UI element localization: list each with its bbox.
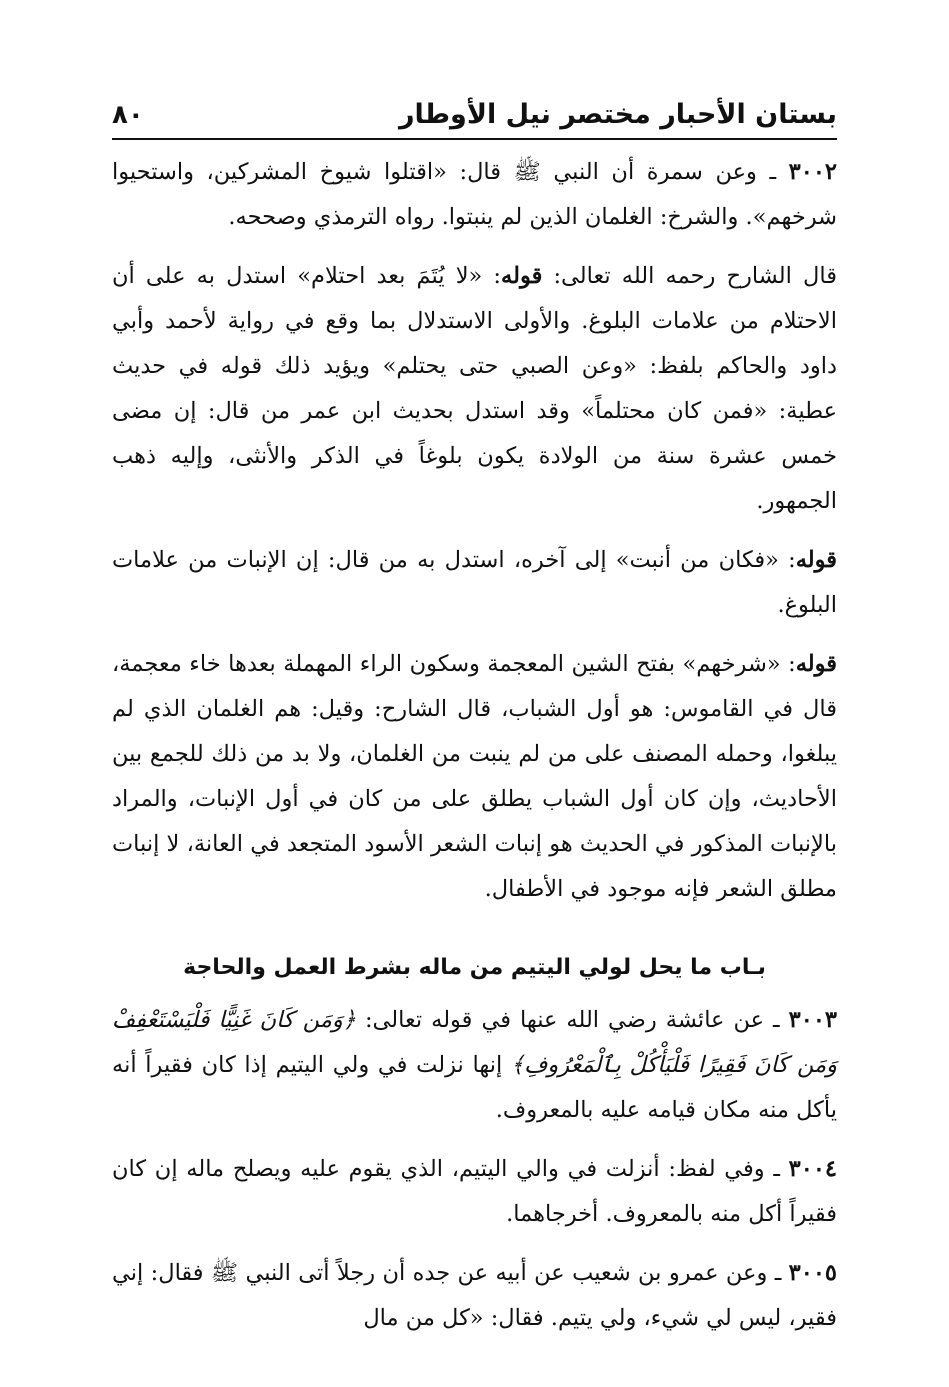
- hadith-3002: [112, 150, 837, 240]
- page-body: [112, 150, 837, 1355]
- commentary-paragraph-1: [112, 254, 837, 524]
- commentary-lead: قوله: [795, 547, 837, 573]
- hadith-text: ـ وعن سمرة أن النبي ﷺ قال: «اقتلوا شيوخ المشركين، واستحيوا شرخهم». والشرخ: الغلمان الذين لم ينبتوا. رواه الترمذي وصححه.: [112, 159, 837, 230]
- hadith-text-continued: إنها نزلت في ولي اليتيم إذا كان فقيراً أنه يأكل منه مكان قيامه عليه بالمعروف.: [112, 1052, 837, 1123]
- hadith-number: ٣٠٠٣: [788, 1007, 837, 1033]
- hadith-text: ـ وفي لفظ: أنزلت في والي اليتيم، الذي يقوم عليه ويصلح ماله إن كان فقيراً أكل منه بالمعروف. أخرجاهما.: [112, 1156, 837, 1227]
- hadith-number: ٣٠٠٤: [788, 1156, 837, 1182]
- commentary-text: : «لا يُتَمَ بعد احتلام» استدل به على أن الاحتلام من علامات البلوغ. والأولى الاستدلال بما وقع في رواية لأحمد وأبي داود والحاكم بلفظ: «وعن الصبي حتى يحتلم» ويؤيد ذلك قوله في حديث عطية: «فمن كان محتلماً» وقد استدل بحديث ابن عمر من قال: إن مضى خمس عشرة سنة من الولادة يكون بلوغاً في الذكر والأنثى، وإليه ذهب الجمهور.: [112, 263, 837, 514]
- commentary-lead: قوله: [795, 651, 837, 677]
- page-number: ٨٠: [112, 100, 144, 130]
- hadith-3005: [112, 1251, 837, 1341]
- commentary-text: : «فكان من أنبت» إلى آخره، استدل به من قال: إن الإنبات من علامات البلوغ.: [112, 547, 837, 618]
- commentary-lead: قوله: [501, 263, 543, 289]
- chapter-heading: بـاب ما يحل لولي اليتيم من ماله بشرط العمل والحاجة: [183, 955, 766, 980]
- commentary-intro: قال الشارح رحمه الله تعالى:: [542, 263, 837, 289]
- book-title: بستان الأحبار مختصر نيل الأوطار: [398, 99, 837, 130]
- page-header: [112, 88, 837, 132]
- hadith-number: ٣٠٠٥: [788, 1260, 837, 1286]
- quran-verse: ﴿وَمَن كَانَ غَنِيًّا فَلْيَسْتَعْفِفْ وَمَن كَانَ فَقِيرًا فَلْيَأْكُلْ بِٱلْمَعْرُوفِ﴾: [112, 1007, 837, 1078]
- commentary-paragraph-2: [112, 538, 837, 628]
- commentary-paragraph-3: [112, 642, 837, 912]
- hadith-3003: [112, 998, 837, 1133]
- hadith-text: ـ وعن عمرو بن شعيب عن أبيه عن جده أن رجلاً أتى النبي ﷺ فقال: إني فقير، ليس لي شيء، ولي يتيم. فقال: «كل من مال: [112, 1260, 837, 1331]
- hadith-number: ٣٠٠٢: [788, 159, 837, 185]
- commentary-text: : «شرخهم» بفتح الشين المعجمة وسكون الراء المهملة بعدها خاء معجمة، قال في القاموس: هو أول الشباب، قال الشارح: وقيل: هم الغلمان الذي لم يبلغوا، وحمله المصنف على من لم ينبت من الغلمان، ولا بد من ذلك للجمع بين الأحاديث، وإن كان أول الشباب يطلق على من كان في أول الإنبات، والمراد بالإنبات المذكور في الحديث هو إنبات الشعر الأسود المتجعد في العانة، لا إنبات مطلق الشعر فإنه موجود في الأطفال.: [112, 651, 837, 902]
- hadith-3004: [112, 1147, 837, 1237]
- hadith-text: ـ عن عائشة رضي الله عنها في قوله تعالى:: [355, 1007, 789, 1033]
- header-divider: [112, 138, 837, 140]
